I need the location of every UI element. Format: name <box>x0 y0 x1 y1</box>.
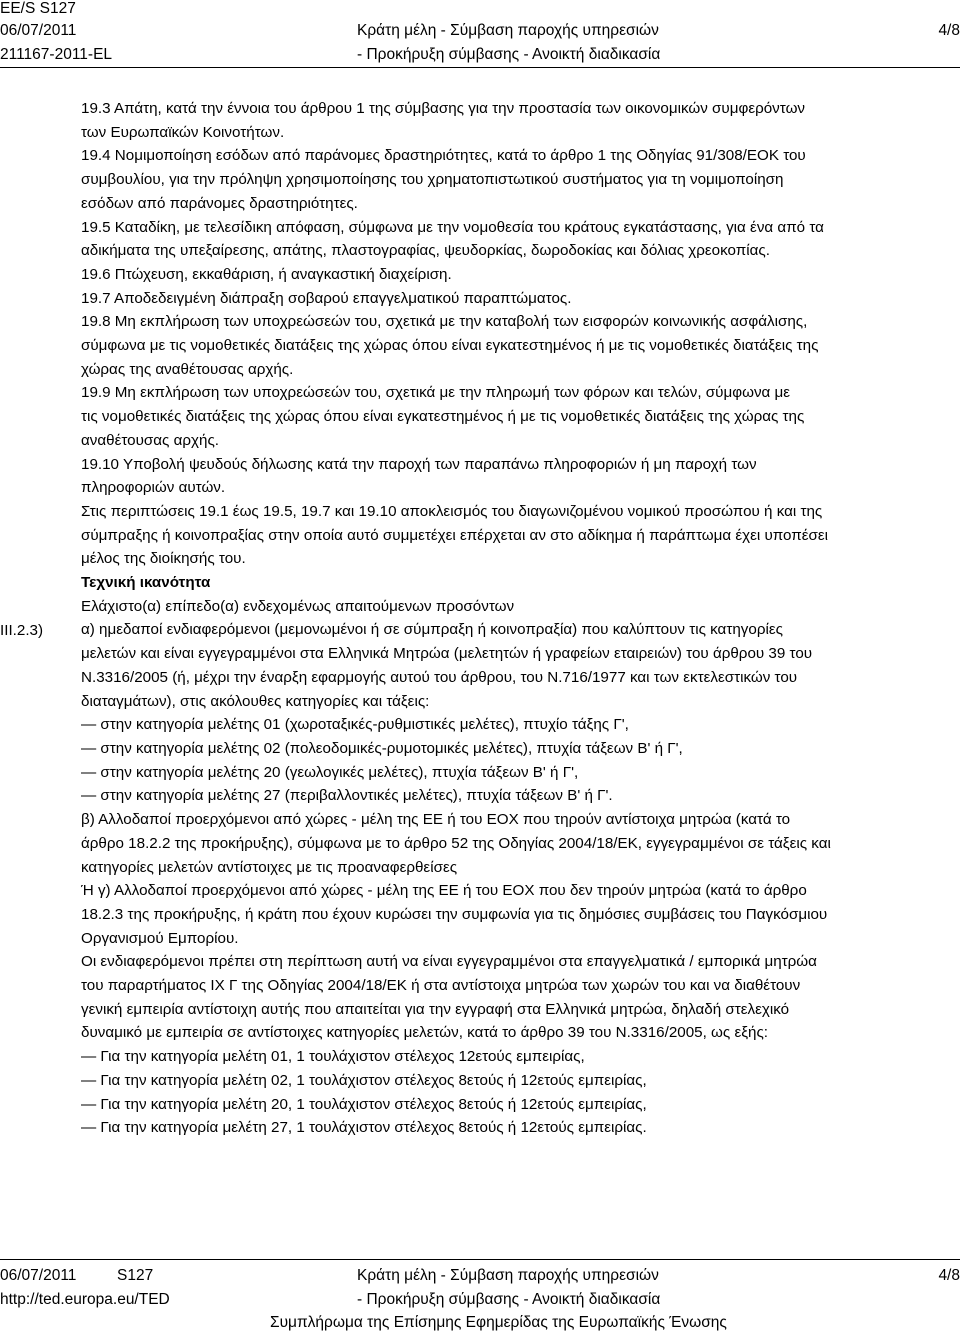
body-line: 19.10 Υποβολή ψευδούς δήλωσης κατά την παροχή των παραπάνω πληροφοριών ή μη παροχή των <box>81 455 757 473</box>
body-line: σύμπραξης ή κοινοπραξίας στην οποία αυτό συμμετέχει επέρχεται αν στο αδίκημα ή παράπτωμα έχει υποπέσει <box>81 526 829 544</box>
body-line: Ν.3316/2005 (ή, μέχρι την έναρξη εφαρμογής αυτού του άρθρου, του Ν.716/1977 και των εκτελεστικών του <box>81 668 798 686</box>
body-line: Στις περιπτώσεις 19.1 έως 19.5, 19.7 και 19.10 αποκλεισμός του διαγωνιζομένου νομικού προσώπου ή και της <box>81 502 823 520</box>
body-line: α) ημεδαποί ενδιαφερόμενοι (μεμονωμένοι ή σε σύμπραξη ή κοινοπραξία) που καλύπτουν τις κατηγορίες <box>81 621 783 639</box>
body-line: μελετών και είναι εγγεγραμμένοι στα Ελληνικά Μητρώα (μελετητών ή γραφείων εταιρειών) του άρθρου 39 του <box>81 645 813 663</box>
footer-series: S127 <box>117 1267 154 1284</box>
body-line: Οι ενδιαφερόμενοι πρέπει στη περίπτωση αυτή να είναι εγγεγραμμένοι στα επαγγελματικά / εμπορικά μητρώα <box>81 953 817 971</box>
body-line: β) Αλλοδαποί προερχόμενοι από χώρες - μέλη της ΕΕ ή του ΕΟΧ που τηρούν αντίστοιχα μητρώα (κατά το <box>81 811 791 829</box>
footer-url-link[interactable]: http://ted.europa.eu/TED <box>0 1291 170 1308</box>
body-line: εσόδων από παράνομες δραστηριότητες. <box>81 194 358 212</box>
footer-title-line2: - Προκήρυξη σύμβασης - Ανοικτή διαδικασία <box>357 1291 661 1308</box>
body-line: — Για την κατηγορία μελέτη 01, 1 τουλάχιστον στέλεχος 12ετούς εμπειρίας, <box>81 1048 585 1066</box>
body-line: 19.8 Μη εκπλήρωση των υποχρεώσεών του, σχετικά με την καταβολή των εισφορών κοινωνικής ασφάλισης, <box>81 313 808 331</box>
body-line: κατηγορίες μελετών αντίστοιχες με τις προαναφερθείσες <box>81 858 458 876</box>
header-doc-id: EE/S S127 <box>0 0 76 17</box>
body-line: δυναμικό με εμπειρία σε αντίστοιχες κατηγορίες μελετών, κατά το άρθρο 39 του Ν.3316/2005, ως εξής: <box>81 1024 768 1042</box>
document-body <box>81 97 943 1140</box>
header-title-line2: - Προκήρυξη σύμβασης - Ανοικτή διαδικασία <box>357 46 661 63</box>
body-line: — στην κατηγορία μελέτης 01 (χωροταξικές-ρυθμιστικές μελέτες), πτυχίο τάξης Γ', <box>81 716 629 734</box>
footer-title-line1: Κράτη μέλη - Σύμβαση παροχής υπηρεσιών <box>357 1267 659 1284</box>
body-line: 19.9 Μη εκπλήρωση των υποχρεώσεών του, σχετικά με την πληρωμή των φόρων και τελών, σύμφωνα με <box>81 384 791 402</box>
subsection-heading: Τεχνική ικανότητα <box>81 574 211 592</box>
body-line: άρθρο 18.2.2 της προκήρυξης), σύμφωνα με το άρθρο 52 της Οδηγίας 2004/18/ΕΚ, εγγεγραμμένοι σε τάξεις και <box>81 834 831 852</box>
body-line: — στην κατηγορία μελέτης 02 (πολεοδομικές-ρυμοτομικές μελέτες), πτυχία τάξεων Β' ή Γ', <box>81 739 683 757</box>
body-line: γενική εμπειρία αντίστοιχη αυτής που απαιτείται για την εγγραφή στα Ελληνικά μητρώα, δηλαδή στελεχικό <box>81 1000 790 1018</box>
footer-title-line3: Συμπλήρωμα της Επίσημης Εφημερίδας της Ευρωπαϊκής Ένωσης <box>270 1314 727 1331</box>
body-line: 19.7 Αποδεδειγμένη διάπραξη σοβαρού επαγγελματικού παραπτώματος. <box>81 289 572 307</box>
body-line: 19.3 Απάτη, κατά την έννοια του άρθρου 1 της σύμβασης για την προστασία των οικονομικών συμφερόντων <box>81 100 806 117</box>
body-line: Ή γ) Αλλοδαποί προερχόμενοι από χώρες - μέλη της ΕΕ ή του ΕΟΧ που δεν τηρούν μητρώα (κατά το άρθρο <box>81 882 807 900</box>
body-line: του παραρτήματος IX Γ της Οδηγίας 2004/18/ΕΚ ή στα αντίστοιχα μητρώα των χωρών του και να διαθέτουν <box>81 977 801 995</box>
body-line: διαταγμάτων), στις ακόλουθες κατηγορίες και τάξεις: <box>81 692 430 710</box>
body-line: σύμφωνα με τις νομοθετικές διατάξεις της χώρας όπου είναι εγκατεστημένος ή με τις νομοθετικές διατάξεις της <box>81 337 819 355</box>
body-line: αδικήματα της υπεξαίρεσης, απάτης, πλαστογραφίας, ψευδορκίας, δωροδοκίας και δόλιας χρεοκοπίας. <box>81 242 770 260</box>
body-line: μέλος της διοίκησής του. <box>81 550 246 568</box>
body-line: χώρας της αναθέτουσας αρχής. <box>81 360 294 378</box>
body-line: συμβουλίου, για την πρόληψη χρησιμοποίησης του χρηματοπιστωτικού συστήματος για τη νομιμοποίηση <box>81 171 784 189</box>
body-line: πληροφοριών αυτών. <box>81 479 226 497</box>
header-notice-number: 211167-2011-EL <box>0 46 113 63</box>
body-line: — Για την κατηγορία μελέτη 02, 1 τουλάχιστον στέλεχος 8ετούς ή 12ετούς εμπειρίας, <box>81 1071 647 1089</box>
body-line: Οργανισμού Εμπορίου. <box>81 929 239 947</box>
body-line: Ελάχιστο(α) επίπεδο(α) ενδεχομένως απαιτούμενων προσόντων <box>81 597 515 615</box>
body-line: τις νομοθετικές διατάξεις της χώρας όπου είναι εγκατεστημένος ή με τις νομοθετικές διατάξεις της χώρας της <box>81 408 805 426</box>
body-line: 19.4 Νομιμοποίηση εσόδων από παράνομες δραστηριότητες, κατά το άρθρο 1 της Οδηγίας 91/308/ΕΟΚ του <box>81 147 806 165</box>
body-line: των Ευρωπαϊκών Κοινοτήτων. <box>81 123 285 141</box>
body-line: — Για την κατηγορία μελέτη 20, 1 τουλάχιστον στέλεχος 8ετούς ή 12ετούς εμπειρίας, <box>81 1095 647 1113</box>
header-rule <box>0 67 960 68</box>
footer-page-number: 4/8 <box>938 1267 960 1284</box>
body-line: 19.6 Πτώχευση, εκκαθάριση, ή αναγκαστική διαχείριση. <box>81 265 452 283</box>
footer-rule <box>0 1259 960 1260</box>
body-line: — Για την κατηγορία μελέτη 27, 1 τουλάχιστον στέλεχος 8ετούς ή 12ετούς εμπειρίας. <box>81 1119 647 1137</box>
header-title-line1: Κράτη μέλη - Σύμβαση παροχής υπηρεσιών <box>357 22 659 39</box>
header-date: 06/07/2011 <box>0 22 77 39</box>
body-line: — στην κατηγορία μελέτης 20 (γεωλογικές μελέτες), πτυχία τάξεων Β' ή Γ', <box>81 763 579 781</box>
body-line: 18.2.3 της προκήρυξης, ή κράτη που έχουν κυρώσει την συμφωνία για τις δημόσιες συμβάσεις του Παγκόσμιου <box>81 905 828 923</box>
body-line: αναθέτουσας αρχής. <box>81 431 219 449</box>
body-line: — στην κατηγορία μελέτης 27 (περιβαλλοντικές μελέτες), πτυχία τάξεων Β' ή Γ'. <box>81 787 613 805</box>
footer-date: 06/07/2011 <box>0 1267 77 1284</box>
body-line: 19.5 Καταδίκη, με τελεσίδικη απόφαση, σύμφωνα με την νομοθεσία του κράτους εγκατάστασης, για ένα από τα <box>81 218 824 236</box>
header-page-number: 4/8 <box>938 22 960 39</box>
section-label: III.2.3) <box>0 622 44 639</box>
